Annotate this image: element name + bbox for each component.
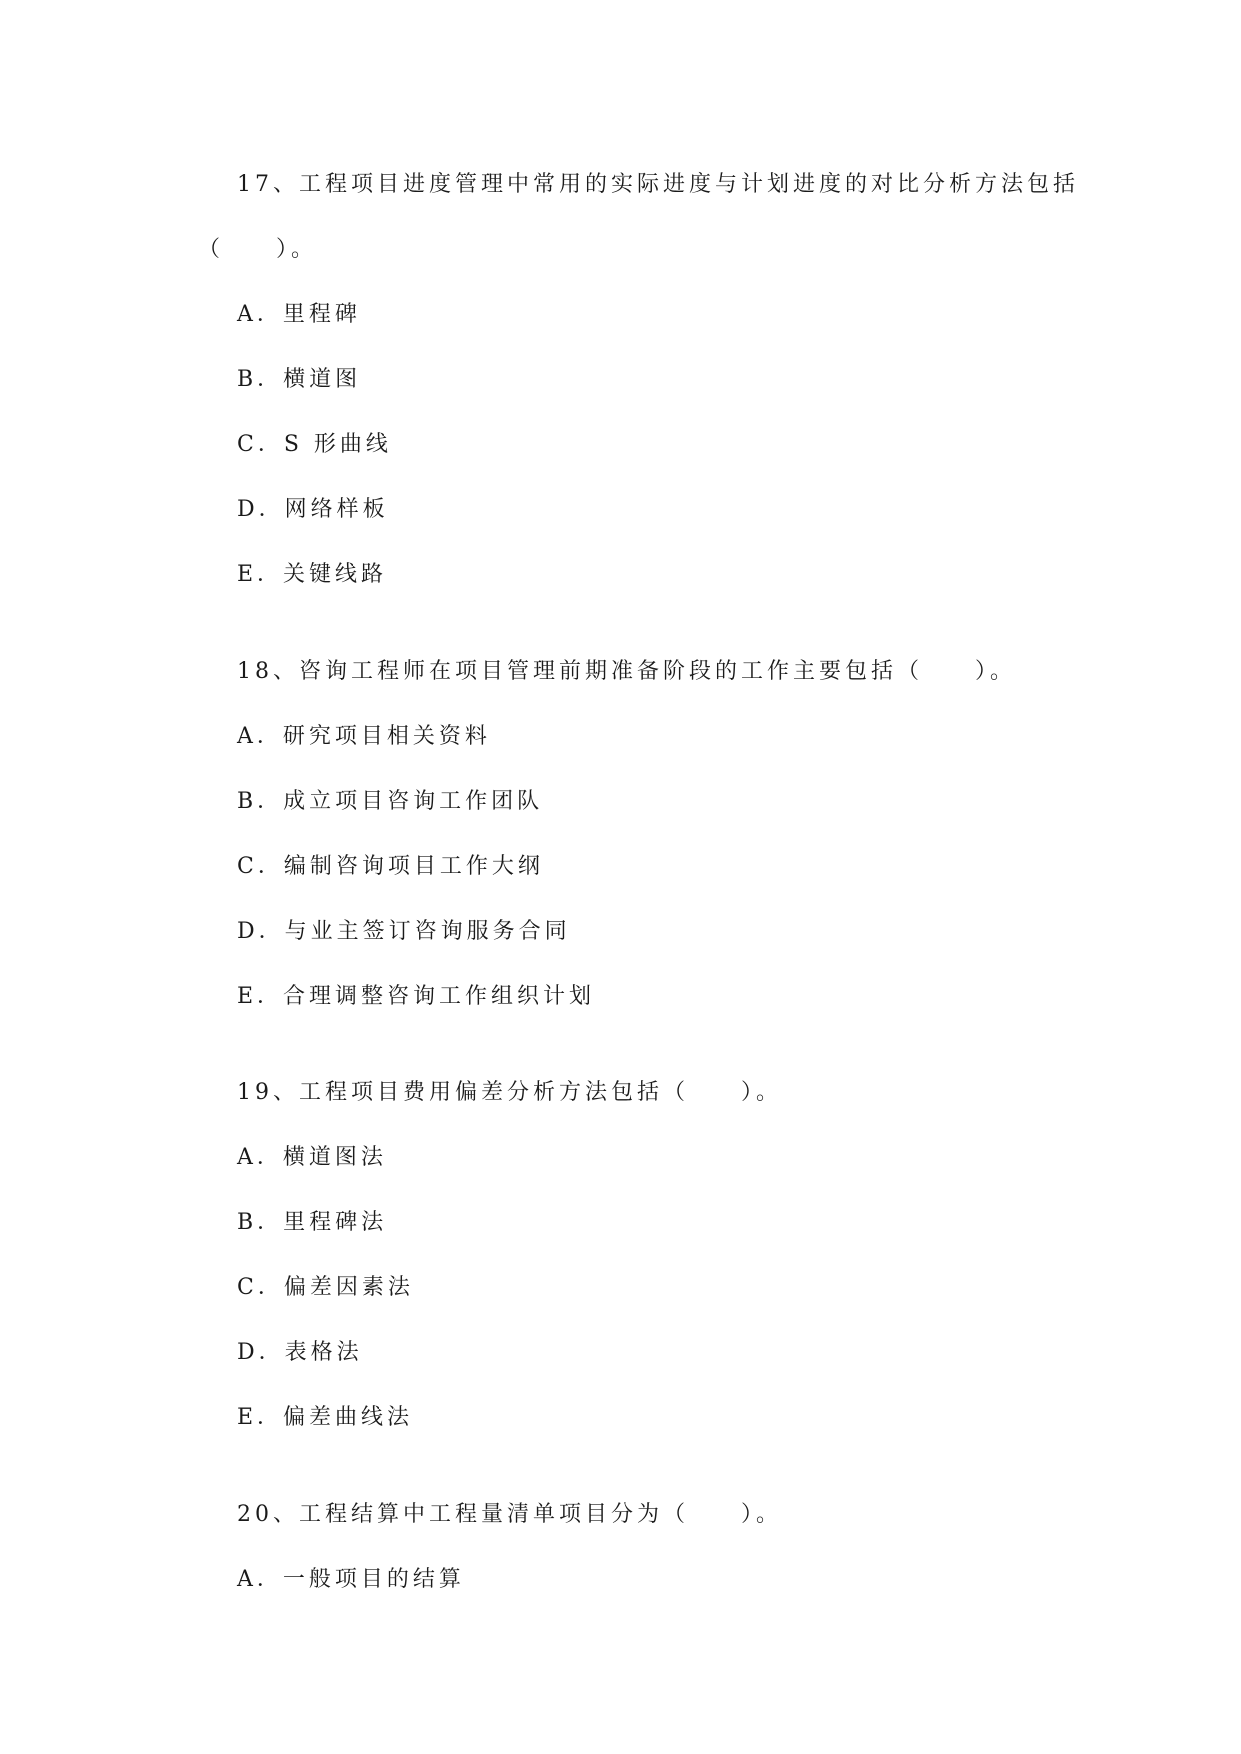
question-20-option-a: A．一般项目的结算 xyxy=(237,1567,465,1592)
question-17-option-e: E．关键线路 xyxy=(237,562,388,587)
question-19-option-e: E．偏差曲线法 xyxy=(237,1405,414,1430)
question-19-option-a: A．横道图法 xyxy=(237,1145,387,1170)
question-18-option-d: D．与业主签订咨询服务合同 xyxy=(237,919,571,944)
question-20-stem: 20、工程结算中工程量清单项目分为（ ）。 xyxy=(237,1502,782,1527)
question-18-option-e: E．合理调整咨询工作组织计划 xyxy=(237,984,596,1009)
question-19-stem: 19、工程项目费用偏差分析方法包括（ ）。 xyxy=(237,1080,782,1105)
question-18-option-a: A．研究项目相关资料 xyxy=(237,724,491,749)
question-19-option-d: D．表格法 xyxy=(237,1340,363,1365)
question-18-option-c: C．编制咨询项目工作大纲 xyxy=(237,854,544,879)
question-19-option-b: B．里程碑法 xyxy=(237,1210,388,1235)
question-17-stem-continued: （ ）。 xyxy=(198,237,318,262)
question-18-stem: 18、咨询工程师在项目管理前期准备阶段的工作主要包括（ ）。 xyxy=(237,659,1016,684)
question-17-stem: 17、工程项目进度管理中常用的实际进度与计划进度的对比分析方法包括 xyxy=(237,172,1079,197)
question-17-option-a: A．里程碑 xyxy=(237,302,361,327)
question-17-option-c: C．S 形曲线 xyxy=(237,432,392,457)
question-19-option-c: C．偏差因素法 xyxy=(237,1275,414,1300)
question-17-option-b: B．横道图 xyxy=(237,367,362,392)
question-18-option-b: B．成立项目咨询工作团队 xyxy=(237,789,544,814)
question-17-option-d: D．网络样板 xyxy=(237,497,389,522)
